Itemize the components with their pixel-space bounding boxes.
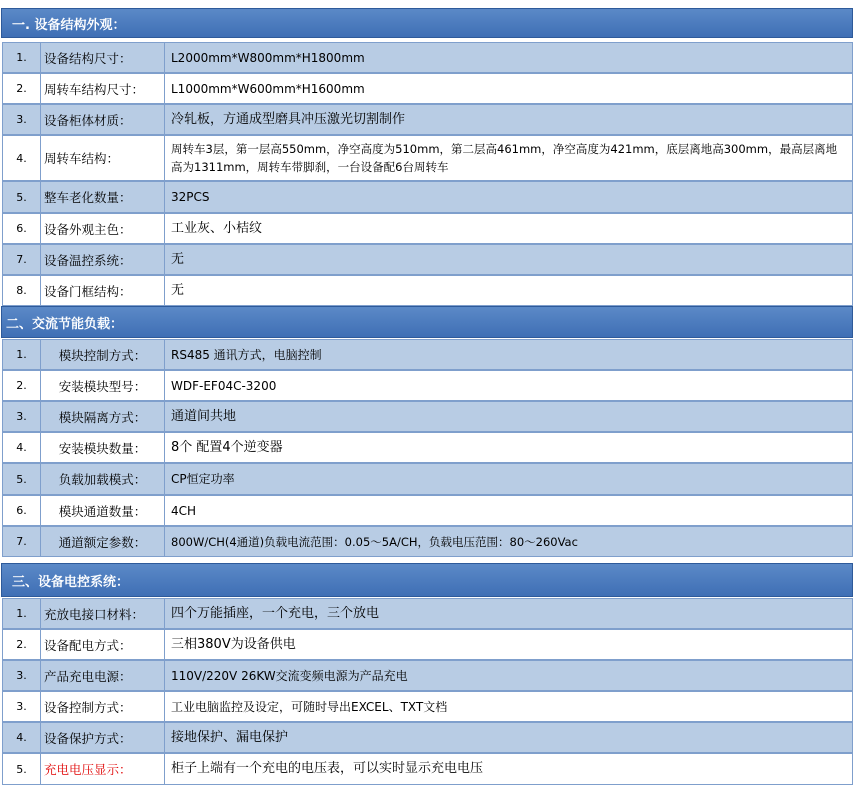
- table-row: [2, 526, 853, 557]
- row-label: 周转车结构尺寸：: [41, 74, 165, 103]
- row-label: 模块控制方式：: [41, 340, 165, 369]
- row-label: 整车老化数量：: [41, 182, 165, 212]
- row-value: 冷轧板，方通成型磨具冲压激光切割制作: [171, 111, 406, 127]
- row-value: L2000mm*W800mm*H1800mm: [171, 50, 365, 65]
- row-number: 2.: [3, 371, 41, 400]
- row-number: 5.: [3, 464, 41, 494]
- row-value: 4CH: [171, 503, 197, 518]
- table-row: [2, 73, 853, 104]
- row-number: 5.: [3, 754, 41, 784]
- row-label: 充放电接口材料：: [41, 599, 165, 628]
- table-row: [2, 244, 853, 275]
- row-label: 设备门框结构：: [41, 276, 165, 305]
- row-number: 1.: [3, 340, 41, 369]
- row-number: 1.: [3, 43, 41, 72]
- row-value: 800W/CH(4通道)负载电流范围：0.05～5A/CH，负载电压范围：80～260Vac: [171, 534, 578, 549]
- row-value: L1000mm*W600mm*H1600mm: [171, 81, 365, 96]
- section-header-load: 二、交流节能负载：: [1, 306, 853, 338]
- row-label: 设备温控系统：: [41, 245, 165, 274]
- row-label: 模块通道数量：: [41, 496, 165, 525]
- table-row: [2, 432, 853, 463]
- row-number: 3.: [3, 692, 41, 721]
- table-row: [2, 370, 853, 401]
- row-label: 设备外观主色：: [41, 214, 165, 243]
- row-number: 6.: [3, 496, 41, 525]
- row-label: 设备结构尺寸：: [41, 43, 165, 72]
- row-label: 负载加载模式：: [41, 464, 165, 494]
- table-row: [2, 42, 853, 73]
- row-label: 设备控制方式：: [41, 692, 165, 721]
- row-number: 2.: [3, 630, 41, 659]
- row-number: 4.: [3, 136, 41, 180]
- row-value: 8个 配置4个逆变器: [171, 439, 283, 455]
- row-number: 6.: [3, 214, 41, 243]
- row-value: 三相380V为设备供电: [171, 636, 296, 652]
- table-row: [2, 213, 853, 244]
- row-number: 3.: [3, 402, 41, 431]
- row-value: 无: [171, 282, 185, 298]
- row-label-highlighted: 充电电压显示：: [41, 754, 165, 784]
- row-value: 周转车3层，第一层高550mm，净空高度为510mm，第二层高461mm，净空高度为421mm，底层离地高300mm，最高层离地高为1311mm，周转车带脚刹，一台设备配6台周转车: [171, 142, 838, 174]
- row-number: 3.: [3, 661, 41, 690]
- row-label: 设备配电方式：: [41, 630, 165, 659]
- table-row: [2, 660, 853, 691]
- row-number: 7.: [3, 527, 41, 556]
- table-row: [2, 401, 853, 432]
- row-value: 接地保护、漏电保护: [171, 729, 289, 745]
- row-value: 工业灰、小桔纹: [171, 220, 263, 236]
- row-number: 5.: [3, 182, 41, 212]
- table-row: [2, 722, 853, 753]
- row-value: 110V/220V 26KW交流变频电源为产品充电: [171, 668, 408, 683]
- row-value: 柜子上端有一个充电的电压表，可以实时显示充电电压: [171, 761, 484, 776]
- row-number: 4.: [3, 433, 41, 462]
- section-header-structure: 一. 设备结构外观：: [1, 8, 853, 38]
- row-label: 设备柜体材质：: [41, 105, 165, 134]
- row-number: 7.: [3, 245, 41, 274]
- row-label: 周转车结构：: [41, 136, 165, 180]
- table-row: [2, 629, 853, 660]
- row-label: 产品充电电源：: [41, 661, 165, 690]
- table-row: [2, 463, 853, 495]
- row-value: 通道间共地: [171, 408, 237, 424]
- row-number: 2.: [3, 74, 41, 103]
- row-value: 32PCS: [171, 190, 210, 204]
- row-label: 通道额定参数：: [41, 527, 165, 556]
- row-number: 1.: [3, 599, 41, 628]
- table-row: [2, 691, 853, 722]
- table-row: [2, 753, 853, 785]
- row-value: RS485 通讯方式，电脑控制: [171, 347, 322, 362]
- table-row: [2, 104, 853, 135]
- table-row: [2, 135, 853, 181]
- table-row: [2, 275, 853, 306]
- row-label: 安装模块型号：: [41, 371, 165, 400]
- row-label: 安装模块数量：: [41, 433, 165, 462]
- section-header-electrical: 三、设备电控系统：: [1, 563, 853, 597]
- row-value: 工业电脑监控及设定，可随时导出EXCEL、TXT文档: [171, 699, 448, 714]
- row-value: WDF-EF04C-3200: [171, 378, 277, 393]
- row-label: 模块隔离方式：: [41, 402, 165, 431]
- row-number: 4.: [3, 723, 41, 752]
- row-value: 无: [171, 251, 185, 267]
- table-row: [2, 181, 853, 213]
- row-value: 四个万能插座，一个充电，三个放电: [171, 605, 380, 621]
- row-label: 设备保护方式：: [41, 723, 165, 752]
- row-number: 3.: [3, 105, 41, 134]
- row-number: 8.: [3, 276, 41, 305]
- table-row: [2, 598, 853, 629]
- row-value: CP恒定功率: [171, 472, 235, 486]
- table-row: [2, 495, 853, 526]
- table-row: [2, 339, 853, 370]
